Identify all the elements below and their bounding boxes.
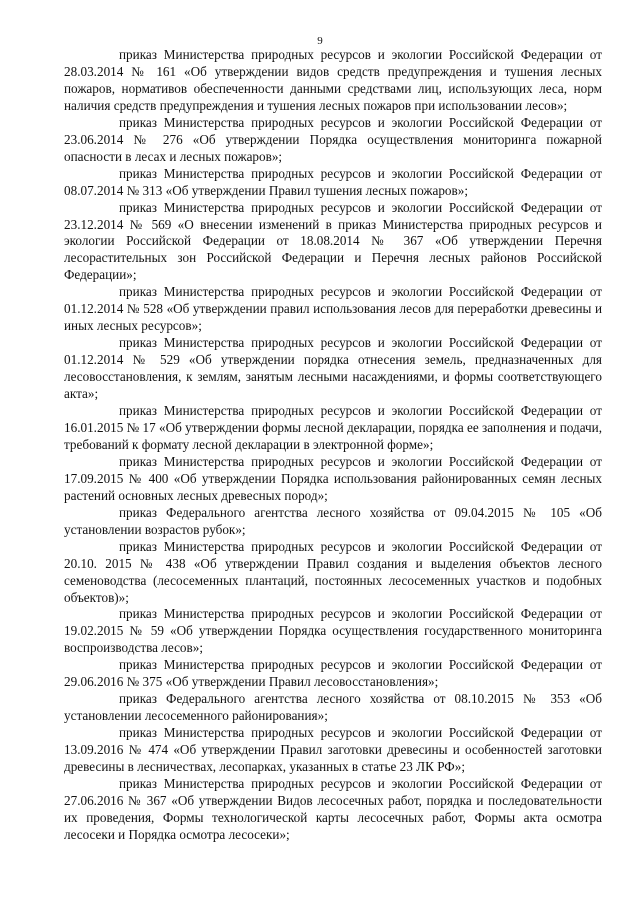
document-body — [64, 47, 602, 844]
paragraph-order-367: приказ Министерства природных ресурсов и экологии Российской Федерации от 27.06.2016 № 367 «Об утверждении Видов лесосечных работ, порядка и последовательности их проведения, Формы технологической карты лесосечных работ, Формы акта осмотра лесосеки и Порядка осмотра лесосеки»; — [64, 775, 602, 842]
paragraph-order-313: приказ Министерства природных ресурсов и экологии Российской Федерации от 08.07.2014 № 313 «Об утверждении Правил тушения лесных пожаров»; — [64, 165, 602, 198]
page-number: 9 — [317, 35, 323, 47]
paragraph-order-276: приказ Министерства природных ресурсов и экологии Российской Федерации от 23.06.2014 № 276 «Об утверждении Порядка осуществления мониторинга пожарной опасности в лесах и лесных пожаров»; — [64, 114, 602, 164]
paragraph-order-353: приказ Федерального агентства лесного хозяйства от 08.10.2015 № 353 «Об установлении лесосеменного районирования»; — [64, 691, 602, 724]
paragraph-order-161: приказ Министерства природных ресурсов и экологии Российской Федерации от 28.03.2014 № 161 «Об утверждении видов средств предупреждения и тушения лесных пожаров, нормативов обеспеченности данными средствами лиц, использующих леса, норм наличия средств предупреждения и тушения лесных пожаров при использовании лесов»; — [64, 47, 602, 113]
paragraph-order-375: приказ Министерства природных ресурсов и экологии Российской Федерации от 29.06.2016 № 375 «Об утверждении Правил лесовосстановления»; — [64, 657, 602, 690]
paragraph-order-59: приказ Министерства природных ресурсов и экологии Российской Федерации от 19.02.2015 № 59 «Об утверждении Порядка осуществления государственного мониторинга воспроизводства лесов»; — [64, 606, 602, 656]
paragraph-order-528: приказ Министерства природных ресурсов и экологии Российской Федерации от 01.12.2014 № 528 «Об утверждении правил использования лесов для переработки древесины и иных лесных ресурсов»; — [64, 284, 602, 334]
paragraph-order-17: приказ Министерства природных ресурсов и экологии Российской Федерации от 16.01.2015 № 17 «Об утверждении формы лесной декларации, порядка ее заполнения и подачи, требований к формату лесной декларации в электронной форме»; — [64, 403, 602, 452]
paragraph-order-474: приказ Министерства природных ресурсов и экологии Российской Федерации от 13.09.2016 № 474 «Об утверждении Правил заготовки древесины и особенностей заготовки древесины в лесничествах, лесопарках, указанных в статье 23 ЛК РФ»; — [64, 725, 602, 775]
paragraph-order-569: приказ Министерства природных ресурсов и экологии Российской Федерации от 23.12.2014 № 569 «О внесении изменений в приказ Министерства природных ресурсов и экологии Российской Федерации от 18.08.2014 № 367 «Об утверждении Перечня лесорастительных зон Российской Федерации и Перечня лесных районов Российской Федерации»; — [64, 199, 602, 283]
paragraph-order-529: приказ Министерства природных ресурсов и экологии Российской Федерации от 01.12.2014 № 529 «Об утверждении порядка отнесения земель, предназначенных для лесовосстановления, к землям, занятым лесными насаждениями, и формы соответствующего акта»; — [64, 335, 602, 402]
paragraph-order-438: приказ Министерства природных ресурсов и экологии Российской Федерации от 20.10. 2015 № 438 «Об утверждении Правил создания и выделения объектов лесного семеноводства (лесосеменных плантаций, постоянных лесосеменных участков и подобных объектов)»; — [64, 538, 602, 605]
paragraph-order-105: приказ Федерального агентства лесного хозяйства от 09.04.2015 № 105 «Об установлении возрастов рубок»; — [64, 504, 602, 537]
paragraph-order-400: приказ Министерства природных ресурсов и экологии Российской Федерации от 17.09.2015 № 400 «Об утверждении Порядка использования районированных семян лесных растений основных лесных древесных пород»; — [64, 453, 602, 503]
